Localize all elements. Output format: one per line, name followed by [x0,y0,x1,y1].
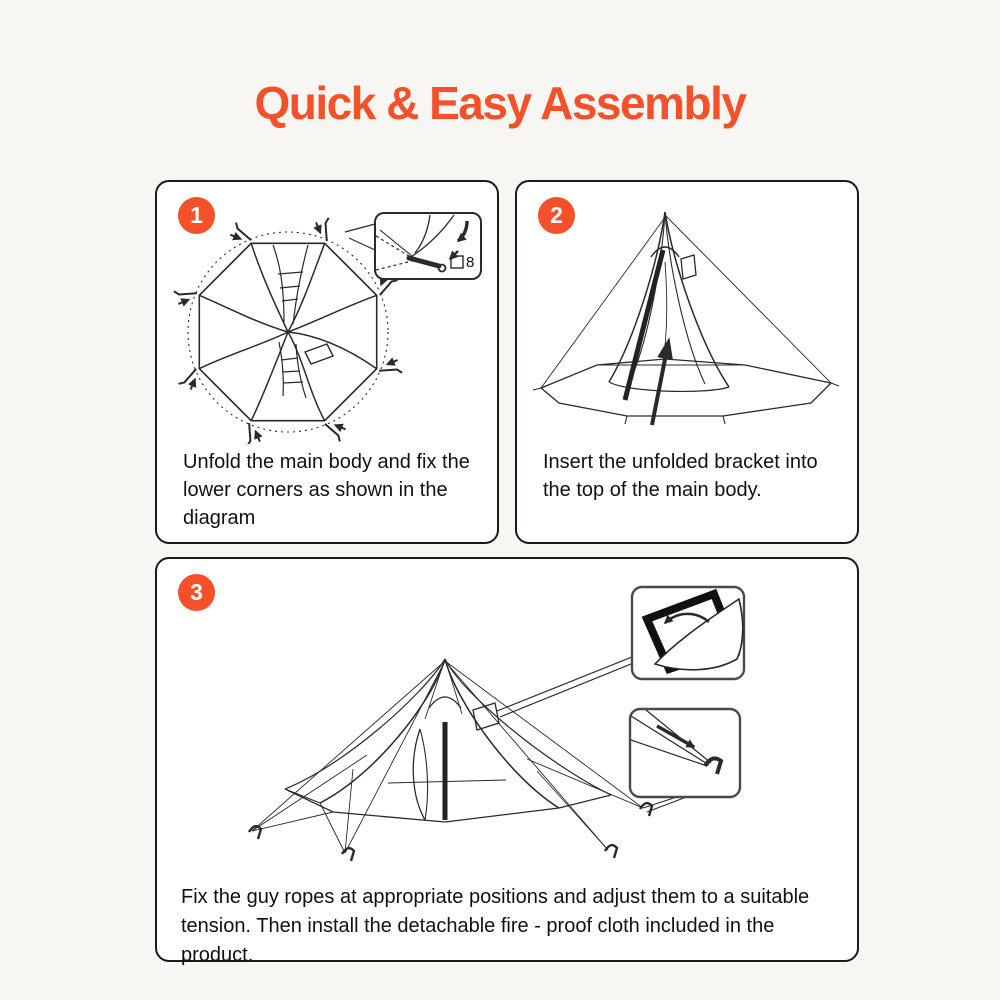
step-3-instruction-text: Fix the guy ropes at appropriate positions and adjust them to a suitable tension. Then install the detachable fire - proof cloth included in the product. [181,886,810,966]
step-1-number-badge: 1 [178,197,215,234]
step-1-card [155,180,499,544]
step-1-instruction-text: Unfold the main body and fix the lower corners as shown in the diagram [183,451,470,529]
tent-with-skirt-drawing [533,212,839,425]
pitched-tent-drawing [249,655,689,861]
step-2-number-badge: 2 [538,197,575,234]
step-2-instruction-text: Insert the unfolded bracket into the top of the main body. [543,451,818,501]
bracket-pole-icon [625,250,663,400]
inset-leader-line [647,796,689,812]
inset-leader-line [497,655,637,711]
rope-tension-inset [630,709,740,797]
page-title: Quick & Easy Assembly [254,77,746,129]
unfolded-main-body-drawing [170,214,406,444]
insert-up-arrow-icon [652,344,668,425]
inset-leader-line [345,224,375,232]
fire-cloth-inset [632,587,744,679]
inset-leader-line [500,660,641,717]
door-patch [305,344,333,364]
stake-detail-inset [375,213,481,279]
top-vent [681,255,696,279]
step-3-diagram [157,559,853,879]
stake-count-label: 8 [466,254,475,271]
step-2-card [515,180,859,544]
inset-leader-line [349,238,375,250]
fold-lines [273,245,308,398]
top-cap [429,697,461,708]
ground-skirt-outline [541,359,831,416]
step-3-card [155,557,859,966]
step-3-number-badge: 3 [178,574,215,611]
